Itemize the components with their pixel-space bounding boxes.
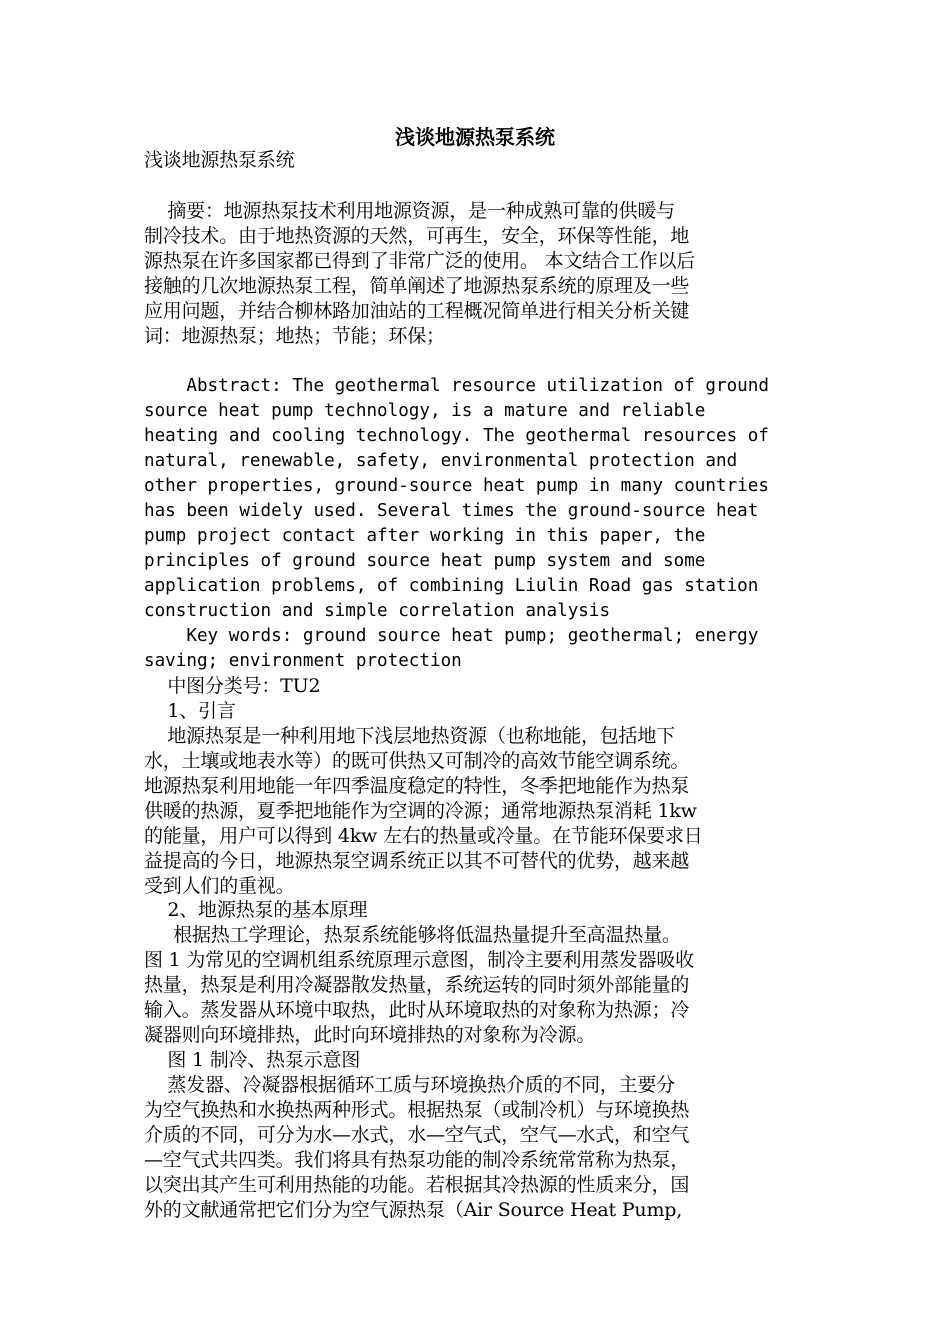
section-heading: 1、引言 (144, 700, 236, 722)
abstract-en-line: application problems, of combining Liulin Road gas station (144, 576, 759, 596)
abstract-cn-line: 词：地源热泵；地热；节能；环保； (144, 325, 445, 347)
body-line: 地源热泵是一种利用地下浅层地热资源（也称地能，包括地下 (144, 725, 675, 747)
body-line: 地源热泵利用地能一年四季温度稳定的特性，冬季把地能作为热泵 (144, 775, 690, 797)
document-title: 浅谈地源热泵系统 (395, 125, 555, 149)
body-line: 根据热工学理论，热泵系统能够将低温热量提升至高温热量。 (144, 924, 681, 946)
classification-number: 中图分类号：TU2 (144, 675, 321, 697)
abstract-cn-line: 应用问题，并结合柳林路加油站的工程概况简单进行相关分析关键 (144, 300, 690, 322)
abstract-cn-line: 摘要：地源热泵技术利用地源资源，是一种成熟可靠的供暖与 (144, 200, 675, 222)
body-line: 供暖的热源，夏季把地能作为空调的冷源；通常地源热泵消耗 1kw (144, 800, 697, 822)
abstract-en-line: heating and cooling technology. The geothermal resources of (144, 426, 769, 446)
abstract-en-line: natural, renewable, safety, environmental protection and (144, 451, 738, 471)
abstract-en-line: has been widely used. Several times the ground-source heat (144, 501, 759, 521)
body-line: 受到人们的重视。 (144, 875, 295, 897)
abstract-en-line: Abstract: The geothermal resource utilization of ground (144, 376, 769, 396)
body-line: 蒸发器、冷凝器根据循环工质与环境换热介质的不同，主要分 (144, 1074, 675, 1096)
abstract-en-line: pump project contact after working in this paper, the (144, 526, 706, 546)
body-line: 益提高的今日，地源热泵空调系统正以其不可替代的优势，越来越 (144, 850, 690, 872)
body-line: 热量，热泵是利用冷凝器散发热量，系统运转的同时须外部能量的 (144, 974, 690, 996)
abstract-en-line: principles of ground source heat pump system and some (144, 551, 706, 571)
abstract-cn-line: 制冷技术。由于地热资源的天然，可再生，安全，环保等性能，地 (144, 225, 690, 247)
body-line: 介质的不同，可分为水—水式，水—空气式，空气—水式，和空气 (144, 1124, 690, 1146)
document-subtitle: 浅谈地源热泵系统 (144, 149, 295, 171)
section-heading: 2、地源热泵的基本原理 (144, 899, 368, 921)
body-line: —空气式共四类。我们将具有热泵功能的制冷系统常常称为热泵， (144, 1149, 690, 1171)
keywords-en-line: Key words: ground source heat pump; geothermal; energy (144, 626, 759, 646)
body-line: 以突出其产生可利用热能的功能。若根据其冷热源的性质来分，国 (144, 1174, 690, 1196)
abstract-cn-line: 源热泵在许多国家都已得到了非常广泛的使用。 本文结合工作以后 (144, 250, 696, 272)
abstract-en-line: construction and simple correlation analysis (144, 601, 611, 621)
keywords-en-line: saving; environment protection (144, 651, 462, 671)
figure-caption: 图 1 制冷、热泵示意图 (144, 1049, 361, 1071)
body-line: 外的文献通常把它们分为空气源热泵（Air Source Heat Pump, (144, 1199, 683, 1221)
body-line: 的能量，用户可以得到 4kw 左右的热量或冷量。在节能环保要求日 (144, 825, 703, 847)
abstract-en-line: other properties, ground-source heat pump in many countries (144, 476, 769, 496)
body-line: 为空气换热和水换热两种形式。根据热泵（或制冷机）与环境换热 (144, 1099, 690, 1121)
body-line: 水，土壤或地表水等）的既可供热又可制冷的高效节能空调系统。 (144, 750, 690, 772)
abstract-cn-line: 接触的几次地源热泵工程，简单阐述了地源热泵系统的原理及一些 (144, 275, 690, 297)
abstract-en-line: source heat pump technology, is a mature and reliable (144, 401, 706, 421)
body-line: 图 1 为常见的空调机组系统原理示意图，制冷主要利用蒸发器吸收 (144, 949, 694, 971)
body-line: 输入。蒸发器从环境中取热，此时从环境取热的对象称为热源；冷 (144, 999, 690, 1021)
body-line: 凝器则向环境排热，此时向环境排热的对象称为冷源。 (144, 1024, 596, 1046)
